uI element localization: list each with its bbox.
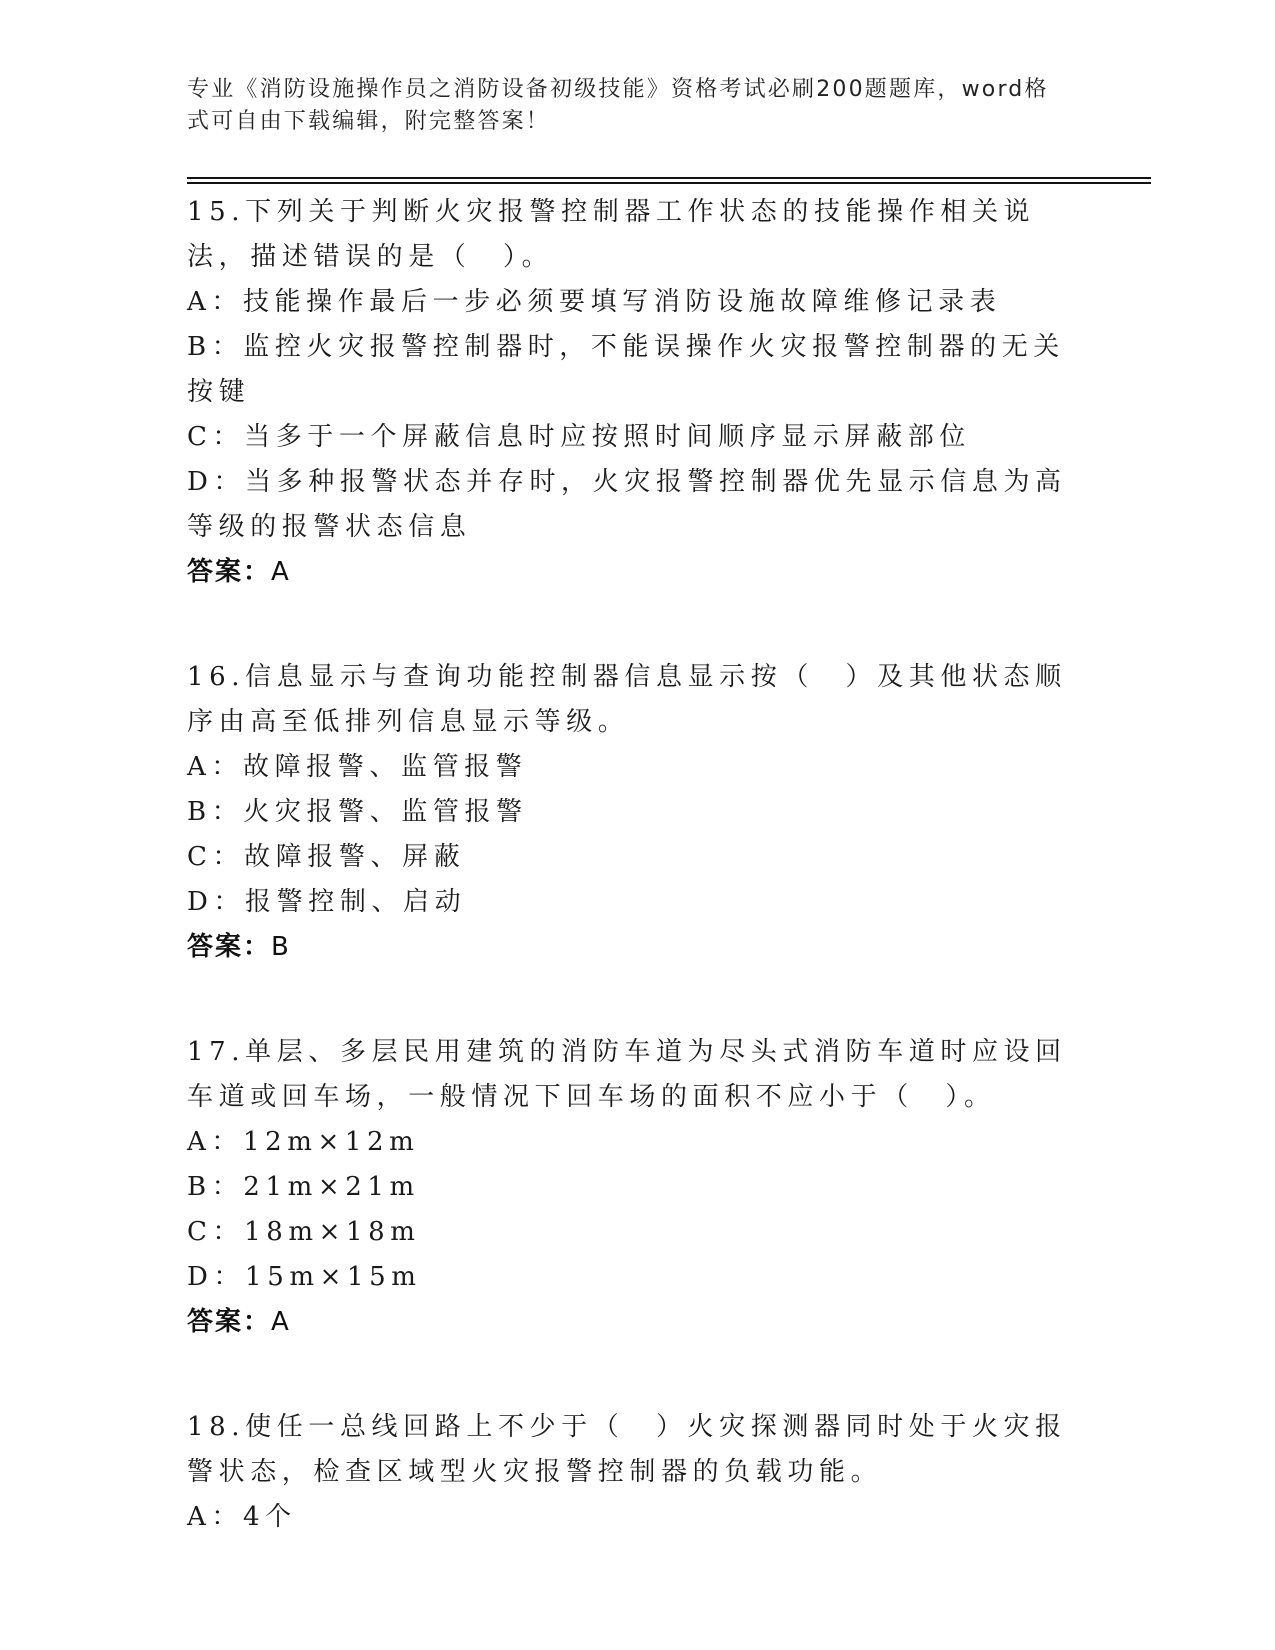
question-number: 16. xyxy=(187,662,246,692)
header-divider-top xyxy=(187,177,1151,179)
question-list xyxy=(187,190,1087,1600)
header-divider-bottom xyxy=(187,182,1151,184)
question-15 xyxy=(187,190,1087,595)
document-header xyxy=(187,74,1067,138)
header-line-2: 式可自由下载编辑，附完整答案！ xyxy=(187,109,551,134)
question-17 xyxy=(187,1030,1087,1345)
option-b: B：监控火灾报警控制器时，不能误操作火灾报警控制器的无关按键 xyxy=(187,332,1065,407)
answer xyxy=(187,925,1087,970)
question-stem: 单层、多层民用建筑的消防车道为尽头式消防车道时应设回车道或回车场，一般情况下回车场的面积不应小于（ ）。 xyxy=(187,1037,1067,1112)
question-text xyxy=(187,190,1072,280)
option-b: B：21m×21m xyxy=(187,1172,420,1202)
option-a: A：12m×12m xyxy=(187,1127,420,1157)
question-text xyxy=(187,1030,1072,1120)
question-text xyxy=(187,1405,1072,1495)
question-number: 15. xyxy=(187,197,246,227)
option-d: D：当多种报警状态并存时，火灾报警控制器优先显示信息为高等级的报警状态信息 xyxy=(187,467,1067,542)
option-a: A：故障报警、监管报警 xyxy=(187,752,528,782)
question-text xyxy=(187,655,1072,745)
answer-value: A xyxy=(271,1307,291,1337)
header-line-1: 专业《消防设施操作员之消防设备初级技能》资格考试必刷200题题库，word格 xyxy=(187,77,1049,102)
option-c: C：当多于一个屏蔽信息时应按照时间顺序显示屏蔽部位 xyxy=(187,422,971,452)
answer-value: A xyxy=(271,557,291,587)
question-16 xyxy=(187,655,1087,970)
question-18 xyxy=(187,1405,1087,1540)
option-c: C：18m×18m xyxy=(187,1217,421,1247)
question-stem: 信息显示与查询功能控制器信息显示按（ ）及其他状态顺序由高至低排列信息显示等级。 xyxy=(187,662,1067,737)
question-stem: 使任一总线回路上不少于（ ）火灾探测器同时处于火灾报警状态，检查区域型火灾报警控制器的负载功能。 xyxy=(187,1412,1067,1487)
answer-value: B xyxy=(271,932,291,962)
question-stem: 下列关于判断火灾报警控制器工作状态的技能操作相关说法，描述错误的是（ ）。 xyxy=(187,197,1036,272)
option-d: D：报警控制、启动 xyxy=(187,887,467,917)
answer-label: 答案： xyxy=(187,1307,272,1337)
option-b: B：火灾报警、监管报警 xyxy=(187,797,528,827)
option-a: A：4个 xyxy=(187,1502,297,1532)
question-number: 18. xyxy=(187,1412,246,1442)
answer xyxy=(187,550,1087,595)
question-number: 17. xyxy=(187,1037,246,1067)
answer-label: 答案： xyxy=(187,557,272,587)
option-d: D：15m×15m xyxy=(187,1262,422,1292)
answer-label: 答案： xyxy=(187,932,272,962)
option-c: C：故障报警、屏蔽 xyxy=(187,842,466,872)
answer xyxy=(187,1300,1087,1345)
option-a: A：技能操作最后一步必须要填写消防设施故障维修记录表 xyxy=(187,287,1002,317)
